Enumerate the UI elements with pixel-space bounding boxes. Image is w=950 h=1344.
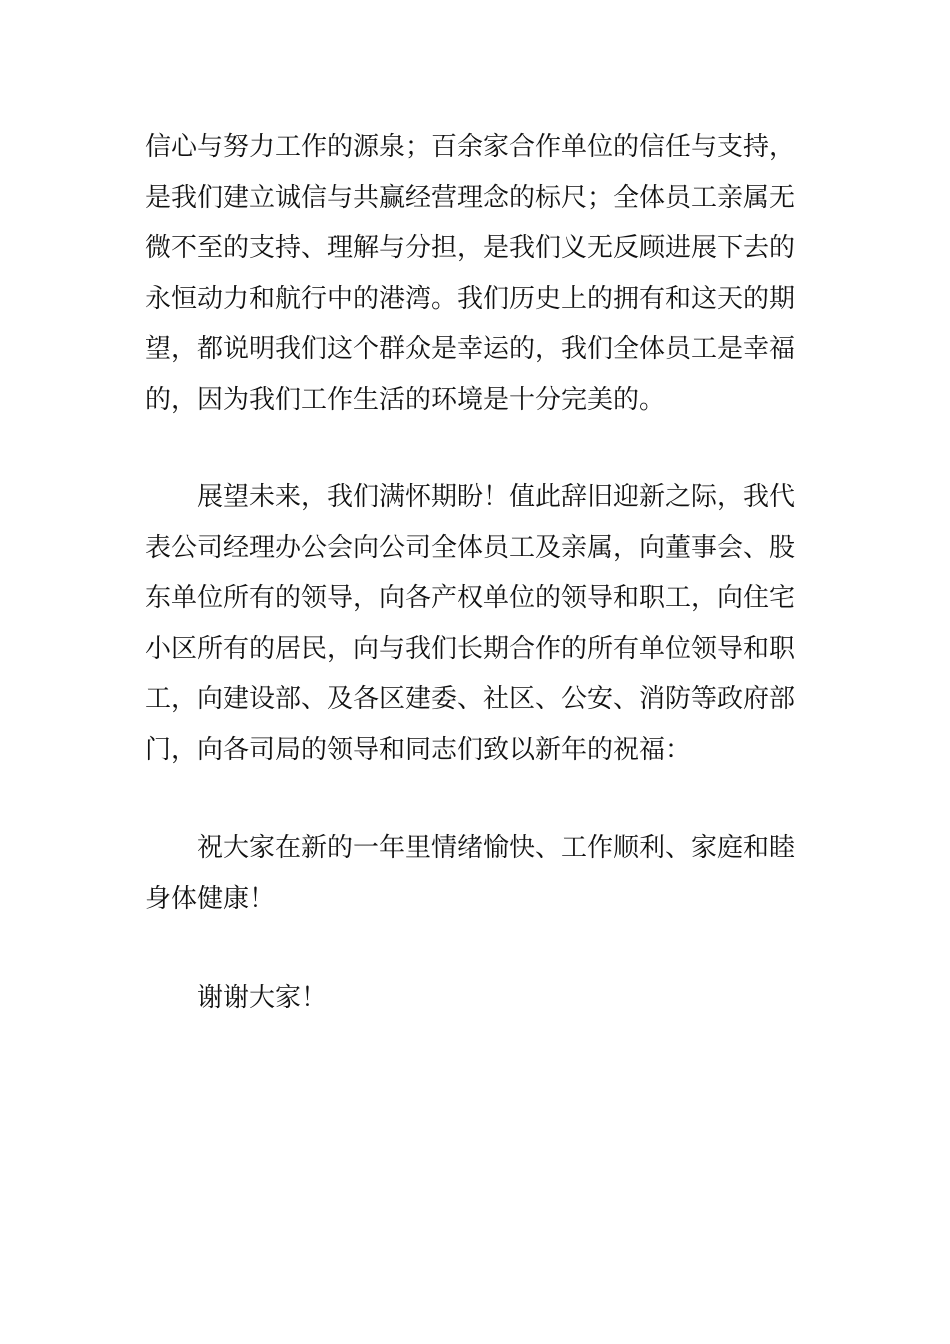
paragraph-line: 门，向各司局的领导和同志们致以新年的祝福： xyxy=(145,734,692,765)
paragraph-1 xyxy=(145,122,810,425)
paragraph-line: 祝大家在新的一年里情绪愉快、工作顺利、家庭和睦 xyxy=(145,833,796,863)
paragraph-line: 东单位所有的领导，向各产权单位的领导和职工，向住宅 xyxy=(145,583,796,613)
paragraph-4 xyxy=(145,973,810,1024)
paragraph-line: 身体健康！ xyxy=(145,883,276,914)
paragraph-2 xyxy=(145,472,810,775)
paragraph-line: 是我们建立诚信与共赢经营理念的标尺；全体员工亲属无 xyxy=(145,182,796,213)
paragraph-line: 信心与努力工作的源泉；百余家合作单位的信任与支持， xyxy=(145,132,796,162)
paragraph-line: 望，都说明我们这个群众是幸运的，我们全体员工是幸福 xyxy=(145,334,796,364)
paragraph-3 xyxy=(145,823,810,924)
paragraph-line: 谢谢大家！ xyxy=(145,983,328,1013)
paragraph-line: 展望未来，我们满怀期盼！值此辞旧迎新之际，我代 xyxy=(145,482,796,512)
paragraph-line: 永恒动力和航行中的港湾。我们历史上的拥有和这天的期 xyxy=(145,283,796,314)
paragraph-line: 小区所有的居民，向与我们长期合作的所有单位领导和职 xyxy=(145,633,796,664)
paragraph-line: 工，向建设部、及各区建委、社区、公安、消防等政府部 xyxy=(145,684,796,714)
paragraph-line: 表公司经理办公会向公司全体员工及亲属，向董事会、股 xyxy=(145,532,796,563)
paragraph-line: 微不至的支持、理解与分担，是我们义无反顾进展下去的 xyxy=(145,233,796,263)
paragraph-line: 的，因为我们工作生活的环境是十分完美的。 xyxy=(145,384,666,415)
